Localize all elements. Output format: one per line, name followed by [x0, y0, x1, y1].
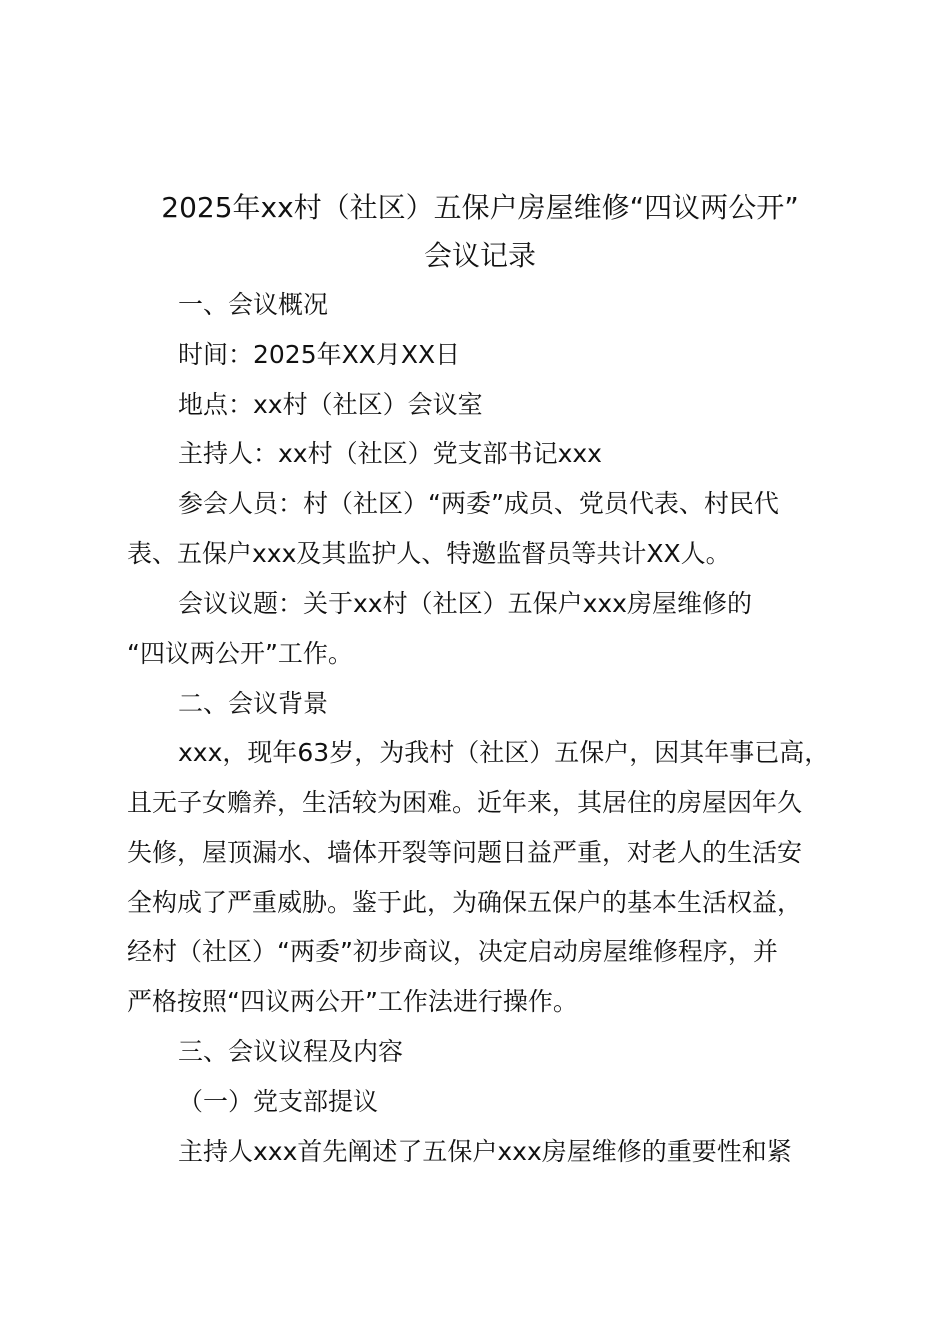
- background-line-1: xxx，现年63岁，为我村（社区）五保户，因其年事已高，: [178, 738, 830, 767]
- proposal-line-1: 主持人xxx首先阐述了五保户xxx房屋维修的重要性和紧: [178, 1137, 792, 1166]
- meeting-host: 主持人：xx村（社区）党支部书记xxx: [178, 439, 602, 468]
- document-title-line-2: 会议记录: [423, 239, 536, 272]
- background-line-6: 严格按照“四议两公开”工作法进行操作。: [127, 987, 578, 1016]
- document-title-line-1: 2025年xx村（社区）五保户房屋维修“四议两公开”: [161, 191, 799, 224]
- meeting-time: 时间：2025年XX月XX日: [178, 340, 461, 369]
- agenda-topic-line-2: “四议两公开”工作。: [127, 639, 353, 668]
- background-line-3: 失修，屋顶漏水、墙体开裂等问题日益严重，对老人的生活安: [127, 838, 803, 867]
- section-heading-background: 二、会议背景: [178, 689, 329, 718]
- section-heading-overview: 一、会议概况: [178, 290, 329, 319]
- background-line-2: 且无子女赡养，生活较为困难。近年来，其居住的房屋因年久: [127, 788, 803, 817]
- meeting-location: 地点：xx村（社区）会议室: [178, 390, 483, 419]
- attendees-line-2: 表、五保户xxx及其监护人、特邀监督员等共计XX人。: [127, 539, 731, 568]
- section-heading-agenda: 三、会议议程及内容: [178, 1037, 404, 1066]
- attendees-line-1: 参会人员：村（社区）“两委”成员、党员代表、村民代: [178, 489, 779, 518]
- background-line-4: 全构成了严重威胁。鉴于此，为确保五保户的基本生活权益，: [127, 888, 803, 917]
- subsection-heading-party-proposal: （一）党支部提议: [178, 1087, 379, 1116]
- agenda-topic-line-1: 会议议题：关于xx村（社区）五保户xxx房屋维修的: [178, 589, 752, 618]
- background-line-5: 经村（社区）“两委”初步商议，决定启动房屋维修程序，并: [127, 937, 778, 966]
